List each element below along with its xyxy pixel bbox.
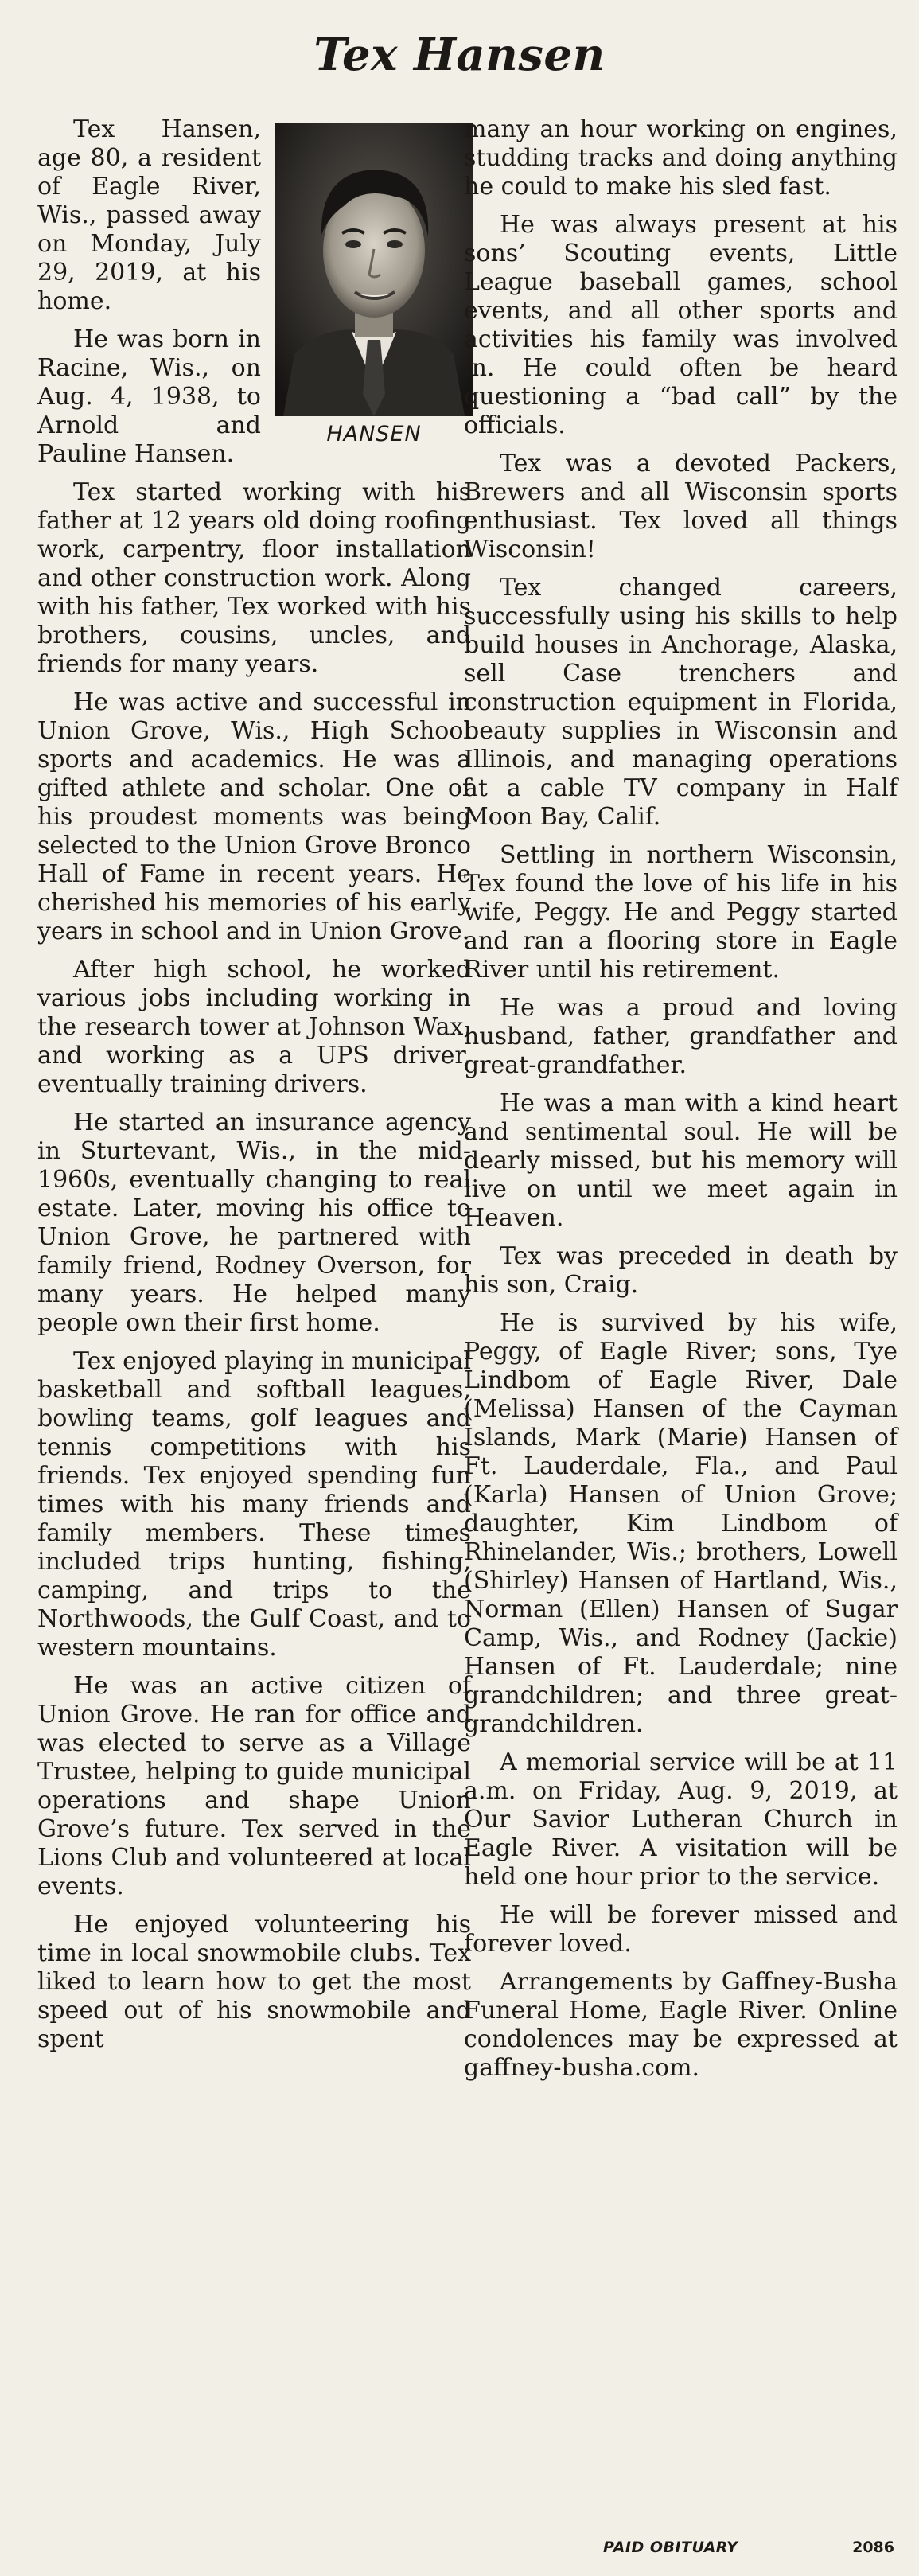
paid-obituary-label: PAID OBITUARY <box>603 2539 738 2556</box>
paragraph: He was a man with a kind heart and sentimental soul. He will be dearly missed, but his memory will live on until we meet again in Heaven. <box>464 1089 898 1232</box>
left-column <box>37 115 471 2064</box>
paragraph: He was an active citizen of Union Grove. He ran for office and was elected to serve as a Village Trustee, helping to guide municipal operations and shape Union Grove’s future. Tex served in the Lions Club and volunteered at local events. <box>37 1672 471 1900</box>
paragraph: He enjoyed volunteering his time in local snowmobile clubs. Tex liked to learn how to get the most speed out of his snowmobile and spent <box>37 1911 471 2053</box>
photo-box <box>275 123 473 450</box>
paragraph: Settling in northern Wisconsin, Tex found the love of his life in his wife, Peggy. He and Peggy started and ran a flooring store in Eagle River until his retirement. <box>464 841 898 984</box>
ad-code: 2086 <box>852 2539 894 2556</box>
paragraph: Arrangements by Gaffney-Busha Funeral Home, Eagle River. Online condolences may be expressed at gaffney-busha.com. <box>464 1968 898 2082</box>
paragraph: many an hour working on engines, studding tracks and doing anything he could to make his sled fast. <box>464 115 898 201</box>
paragraph: Tex was preceded in death by his son, Craig. <box>464 1242 898 1299</box>
portrait-icon <box>275 123 473 416</box>
paragraph: Tex started working with his father at 12 years old doing roofing work, carpentry, floor installation and other construction work. Along with his father, Tex worked with his brothers, cousins, uncles, and friends for many years. <box>37 478 471 678</box>
paragraph: He will be forever missed and forever loved. <box>464 1901 898 1958</box>
paragraph: He was born in Racine, Wis., on Aug. 4, 1938, to Arnold and Pauline Hansen. <box>37 325 261 468</box>
paragraph: He was always present at his sons’ Scouting events, Little League baseball games, school events, and all other sports and activities his family was involved in. He could often be heard questioning a “bad call” by the officials. <box>464 211 898 439</box>
obituary-title: Tex Hansen <box>313 29 606 81</box>
photo-caption: HANSEN <box>326 422 422 446</box>
paragraph: He was a proud and loving husband, father, grandfather and great-grandfather. <box>464 994 898 1079</box>
paragraph: He started an insurance agency in Sturtevant, Wis., in the mid-1960s, eventually changing to real estate. Later, moving his office to Union Grove, he partnered with family friend, Rodney Overson, for many years. He helped many people own their first home. <box>37 1109 471 1337</box>
paragraph: A memorial service will be at 11 a.m. on Friday, Aug. 9, 2019, at Our Savior Lutheran Church in Eagle River. A visitation will be held one hour prior to the service. <box>464 1748 898 1891</box>
right-column <box>464 115 898 2092</box>
paragraph: Tex was a devoted Packers, Brewers and all Wisconsin sports enthusiast. Tex loved all things Wisconsin! <box>464 450 898 563</box>
paragraph: Tex enjoyed playing in municipal basketball and softball leagues, bowling teams, golf leagues and tennis competitions with his friends. Tex enjoyed spending fun times with his many friends and family members. These times included trips hunting, fishing, camping, and trips to the Northwoods, the Gulf Coast, and to western mountains. <box>37 1347 471 1662</box>
paragraph: Tex changed careers, successfully using his skills to help build houses in Anchorage, Alaska, sell Case trenchers and construction equipment in Florida, beauty supplies in Wisconsin and Illinois, and managing operations at a cable TV company in Half Moon Bay, Calif. <box>464 574 898 831</box>
paragraph: He was active and successful in Union Grove, Wis., High School sports and academics. He was a gifted athlete and scholar. One of his proudest moments was being selected to the Union Grove Bronco Hall of Fame in recent years. He cherished his memories of his early years in school and in Union Grove. <box>37 688 471 945</box>
paragraph: He is survived by his wife, Peggy, of Eagle River; sons, Tye Lindbom of Eagle River, Dale (Melissa) Hansen of the Cayman Islands, Mark (Marie) Hansen of Ft. Lauderdale, Fla., and Paul (Karla) Hansen of Union Grove; daughter, Kim Lindbom of Rhinelander, Wis.; brothers, Lowell (Shirley) Hansen of Hartland, Wis., Norman (Ellen) Hansen of Sugar Camp, Wis., and Rodney (Jackie) Hansen of Ft. Lauderdale; nine grandchildren; and three great-grandchildren. <box>464 1309 898 1738</box>
paragraph: Tex Hansen, age 80, a resident of Eagle River, Wis., passed away on Monday, July 29, 2019, at his home. <box>37 115 261 315</box>
portrait-photo <box>275 123 473 416</box>
paragraph: After high school, he worked various jobs including working in the research tower at Johnson Wax, and working as a UPS driver, eventually training drivers. <box>37 956 471 1098</box>
